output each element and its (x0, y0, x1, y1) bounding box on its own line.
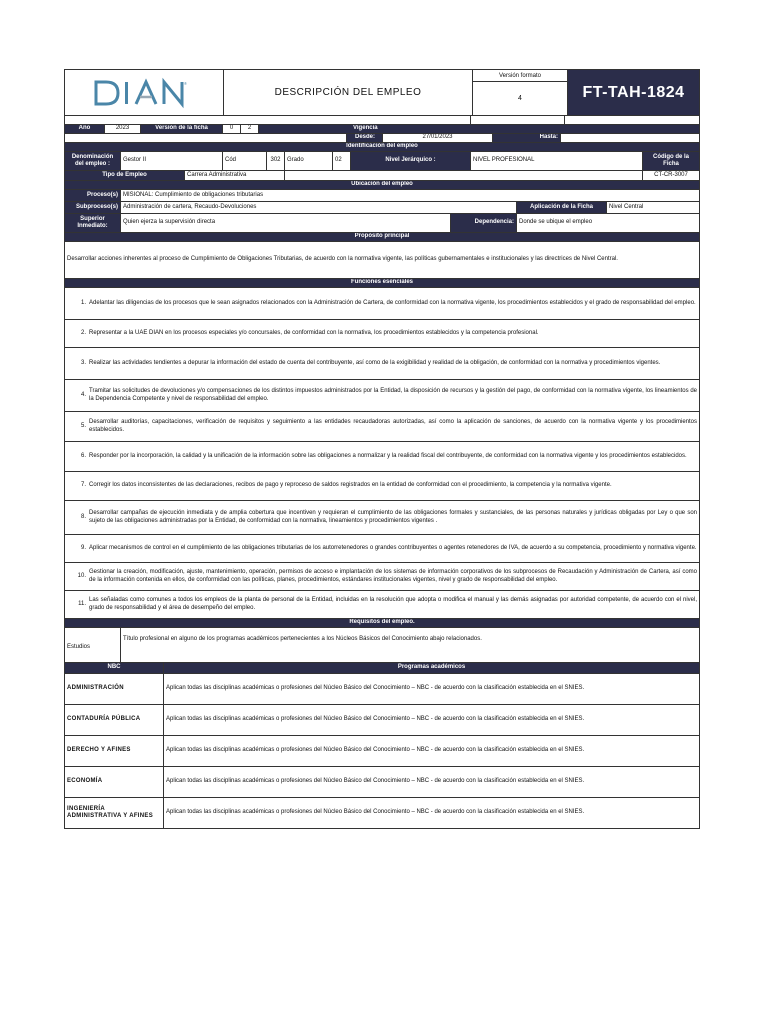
estudios-label: Estudios (65, 634, 121, 663)
nbc-header-row (64, 663, 700, 674)
funcion-text: Representar a la UAE DIAN en los procesos especiales y/o concursales, de conformidad con la normativa, los procedimientos establecidos y la competencia profesional. (87, 320, 699, 348)
dian-logo-icon (92, 77, 196, 109)
document-title: DESCRIPCIÓN DEL EMPLEO (224, 70, 473, 115)
funcion-number: 2. (65, 320, 87, 348)
header-spacer-row (64, 116, 700, 125)
nbc-name: CONTADURÍA PÚBLICA (65, 705, 164, 736)
nbc-name: ECONOMÍA (65, 767, 164, 798)
version-format-value: 4 (518, 95, 522, 102)
funcion-text: Aplicar mecanismos de control en el cumplimiento de las obligaciones tributarias de los autorretenedores o grandes contribuyentes o agentes retenedores de IVA, de acuerdo a su competencia, procedimiento y normativa vigente. (87, 535, 699, 563)
nbc-name: DERECHO Y AFINES (65, 736, 164, 767)
funcion-row (64, 348, 700, 380)
nbc-name: ADMINISTRACIÓN (65, 674, 164, 705)
anio-value: 2023 (105, 125, 141, 134)
codigo-ficha-value: CT-CR-3007 (643, 171, 699, 181)
nbc-row (64, 798, 700, 829)
funcion-text: Corregir los datos inconsistentes de las declaraciones, recibos de pago y reproceso de saldos registrados en la entidad de conformidad con el procedimiento, la competencia y la normativa vigente. (87, 472, 699, 501)
codigo-ficha-label: Código de la Ficha (643, 152, 699, 171)
funcion-number: 7. (65, 472, 87, 501)
funcion-number: 11. (65, 591, 87, 619)
funcion-row (64, 442, 700, 472)
denominacion-value: Gestor II (121, 152, 223, 171)
aplicacion-label: Aplicación de la Ficha (517, 202, 607, 214)
funcion-row (64, 591, 700, 619)
funcion-row (64, 535, 700, 563)
document-code: FT-TAH-1824 (568, 70, 699, 115)
ubicacion-section-title: Ubicación del empleo (65, 181, 699, 190)
proceso-label: Proceso(s) (65, 190, 121, 202)
job-description-sheet (64, 69, 700, 829)
programas-header: Programas académicos (164, 663, 699, 674)
funcion-row (64, 380, 700, 412)
version-format-label: Versión formato (473, 70, 567, 82)
nbc-list (64, 674, 700, 829)
subproceso-label: Subproceso(s) (65, 202, 121, 214)
superior-value: Quien ejerza la supervisión directa (121, 214, 451, 233)
nbc-programas-text: Aplican todas las disciplinas académicas o profesiones del Núcleo Básico del Conocimiento – NBC - de acuerdo con la clasificación establecida en el SNIES. (164, 798, 699, 829)
version-ficha-label: Versión de la ficha (141, 125, 223, 134)
nivel-label: Nivel Jerárquico : (351, 152, 471, 171)
vigencia-label: Vigencia (347, 125, 699, 134)
funcion-number: 1. (65, 288, 87, 320)
funcion-number: 3. (65, 348, 87, 380)
subproceso-value: Administración de cartera, Recaudo-Devoluciones (121, 202, 517, 214)
funcion-text: Tramitar las solicitudes de devoluciones y/o compensaciones de los distintos impuestos administrados por la Entidad, la disposición de recursos y la gestión del pago, de conformidad con la normativa vigente, los lineamientos de la Dependencia Competente y nivel de responsabilidad del empleo. (87, 380, 699, 412)
svg-text:®: ® (184, 80, 187, 86)
tipo-label: Tipo de Empleo (65, 171, 185, 181)
funcion-number: 8. (65, 501, 87, 535)
identificacion-section-title: Identificación del empleo (65, 143, 699, 152)
nbc-header: NBC (65, 663, 164, 674)
dependencia-label: Dependencia: (451, 214, 517, 233)
funcion-number: 4. (65, 380, 87, 412)
meta-row-2 (64, 134, 700, 143)
cod-value: 302 (267, 152, 285, 171)
hasta-value (561, 134, 699, 143)
nbc-programas-text: Aplican todas las disciplinas académicas o profesiones del Núcleo Básico del Conocimiento – NBC - de acuerdo con la clasificación establecida en el SNIES. (164, 674, 699, 705)
funcion-text: Responder por la incorporación, la calidad y la unificación de la información sobre las obligaciones a normalizar y la realidad fiscal del contribuyente, de conformidad con la normativa vigente y los procedimientos establecidos. (87, 442, 699, 472)
nbc-row (64, 705, 700, 736)
superior-label: Superior Inmediato: (65, 214, 121, 233)
funciones-list (64, 288, 700, 619)
identificacion-row-2 (64, 171, 700, 181)
hasta-label: Hasta: (493, 134, 561, 143)
funcion-text: Realizar las actividades tendientes a depurar la información del estado de cuenta del contribuyente, así como de la exigibilidad y realidad de la obligación, de conformidad con la normativa y procedimientos vigentes. (87, 348, 699, 380)
funcion-number: 5. (65, 412, 87, 442)
funcion-text: Desarrollar campañas de ejecución inmediata y de amplia cobertura que incentiven y requieran el cumplimiento de las obligaciones formales y sustanciales, de las personas naturales y jurídicas obligadas por Ley o que son sujeto de las obligaciones administradas por la Entidad, de conformidad con la normativa, lineamientos y procedimientos vigentes . (87, 501, 699, 535)
funcion-row (64, 472, 700, 501)
funcion-row (64, 320, 700, 348)
nbc-name: INGENIERÍA ADMINISTRATIVA Y AFINES (65, 798, 164, 829)
nbc-row (64, 767, 700, 798)
desde-value: 27/01/2023 (383, 134, 493, 143)
sheet-header (64, 69, 700, 116)
nbc-row (64, 674, 700, 705)
anio-label: Año (65, 125, 105, 134)
nbc-programas-text: Aplican todas las disciplinas académicas o profesiones del Núcleo Básico del Conocimiento – NBC - de acuerdo con la clasificación establecida en el SNIES. (164, 705, 699, 736)
funcion-text: Desarrollar auditorías, capacitaciones, verificación de requisitos y seguimiento a las entidades recaudadoras autorizadas, así como la aplicación de sanciones, de acuerdo con la normativa vigente y los procedimientos establecidos. (87, 412, 699, 442)
grado-value: 02 (333, 152, 351, 171)
funcion-row (64, 288, 700, 320)
meta-row-1 (64, 125, 700, 134)
nivel-value: NIVEL PROFESIONAL (471, 152, 643, 171)
dependencia-value: Donde se ubique el empleo (517, 214, 699, 233)
grado-label: Grado (285, 152, 333, 171)
estudios-value: Título profesional en alguno de los programas académicos pertenecientes a los Núcleos Básicos del Conocimiento abajo relacionados. (121, 634, 699, 663)
identificacion-row-1 (64, 152, 700, 171)
proceso-row (64, 190, 700, 202)
funciones-section-title: Funciones esenciales (65, 279, 699, 288)
proposito-section-title: Propósito principal (65, 233, 699, 242)
funcion-number: 9. (65, 535, 87, 563)
estudios-row (64, 634, 700, 663)
desde-label: Desde: (347, 134, 383, 143)
funcion-number: 10. (65, 563, 87, 591)
nbc-programas-text: Aplican todas las disciplinas académicas o profesiones del Núcleo Básico del Conocimiento – NBC - de acuerdo con la clasificación establecida en el SNIES. (164, 736, 699, 767)
funcion-text: Adelantar las diligencias de los procesos que le sean asignados relacionados con la Administración de Cartera, de conformidad con la normativa vigente, los procedimientos establecidos y el grado de responsabilidad del empleo. (87, 288, 699, 320)
version-ficha-a: 0 (223, 125, 241, 134)
version-ficha-b: 2 (241, 125, 259, 134)
tipo-value: Carrera Administrativa (185, 171, 285, 181)
funcion-row (64, 563, 700, 591)
nbc-programas-text: Aplican todas las disciplinas académicas o profesiones del Núcleo Básico del Conocimiento – NBC - de acuerdo con la clasificación establecida en el SNIES. (164, 767, 699, 798)
dian-logo (65, 70, 224, 115)
funcion-row (64, 501, 700, 535)
funcion-number: 6. (65, 442, 87, 472)
version-format-box (473, 70, 568, 115)
funcion-row (64, 412, 700, 442)
denominacion-label: Denominación del empleo : (65, 152, 121, 171)
proceso-value: MISIONAL: Cumplimiento de obligaciones tributarias (121, 190, 699, 202)
cod-label: Cód (223, 152, 267, 171)
superior-row (64, 214, 700, 233)
aplicacion-value: Nivel Central (607, 202, 699, 214)
funcion-text: Las señaladas como comunes a todos los empleos de la planta de personal de la Entidad, incluidas en la resolución que adopta o modifica el manual y las demás asignadas por autoridad competente, de acuerdo con el nivel, grado de responsabilidad y el área de desempeño del empleo. (87, 591, 699, 619)
proposito-text: Desarrollar acciones inherentes al proceso de Cumplimiento de Obligaciones Tributarias, de acuerdo con la normativa vigente, las políticas gubernamentales e institucionales y las directrices de Nivel Central. (65, 242, 699, 279)
funcion-text: Gestionar la creación, modificación, ajuste, mantenimiento, operación, permisos de acceso e implantación de los sistemas de información corporativos de los subprocesos de Recaudación y Administración de Cartera, así como de la información contenida en ellos, de conformidad con las políticas, planes, procedimientos, estándares institucionales vigentes, nivel y grado de responsabilidad del empleo. (87, 563, 699, 591)
nbc-row (64, 736, 700, 767)
subproceso-row (64, 202, 700, 214)
requisitos-section-title: Requisitos del empleo. (65, 619, 699, 628)
